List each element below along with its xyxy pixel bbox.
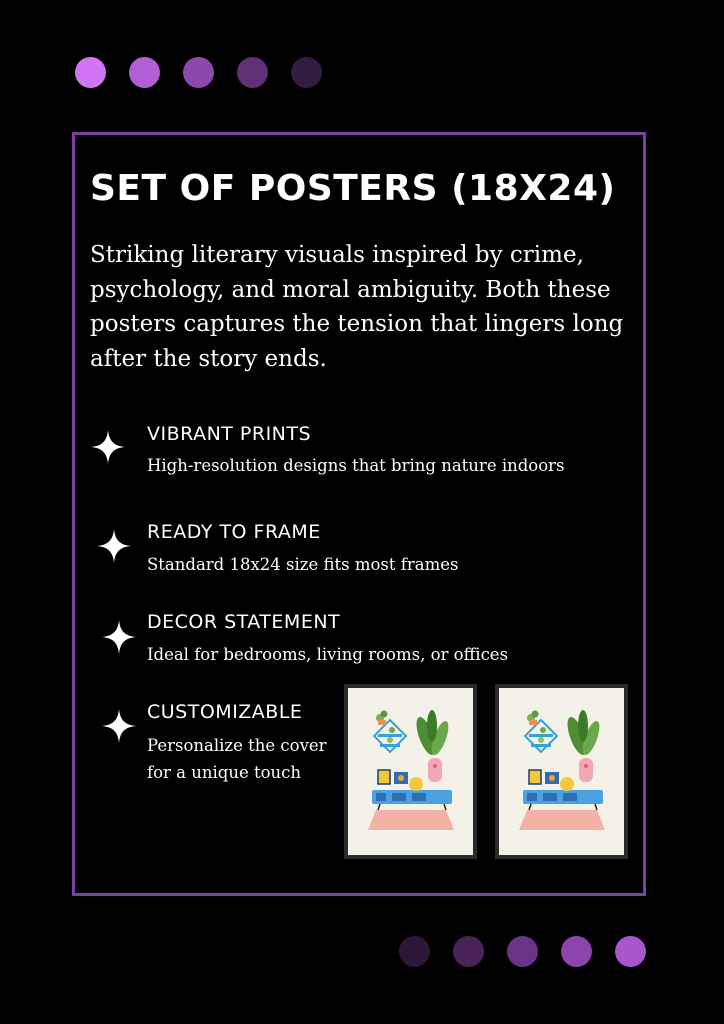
- sparkle-icon: [101, 619, 137, 655]
- feature-text: Ideal for bedrooms, living rooms, or offices: [147, 645, 509, 664]
- feature-heading: CUSTOMIZABLE: [147, 701, 303, 723]
- feature-heading: DECOR STATEMENT: [147, 611, 341, 633]
- sparkle-icon: [90, 429, 126, 465]
- plant-illustration: [499, 688, 624, 855]
- dot: [75, 57, 106, 88]
- dot: [561, 936, 592, 967]
- dot: [291, 57, 322, 88]
- dot: [129, 57, 160, 88]
- dot: [183, 57, 214, 88]
- dot: [615, 936, 646, 967]
- dot: [507, 936, 538, 967]
- feature-text: High-resolution designs that bring nature indoors: [147, 456, 565, 475]
- decorative-dots-top: [75, 57, 322, 88]
- feature-heading: VIBRANT PRINTS: [147, 423, 312, 445]
- page-title: SET OF POSTERS (18X24): [90, 168, 616, 209]
- plant-illustration: [348, 688, 473, 855]
- decorative-dots-bottom: [399, 936, 646, 967]
- dot: [453, 936, 484, 967]
- feature-text: Standard 18x24 size fits most frames: [147, 555, 459, 574]
- feature-heading: READY TO FRAME: [147, 521, 321, 543]
- dot: [237, 57, 268, 88]
- description: Striking literary visuals inspired by crime, psychology, and moral ambiguity. Both these posters captures the tension that lingers long after the story ends.: [90, 242, 624, 372]
- poster-image: [344, 684, 477, 859]
- sparkle-icon: [96, 528, 132, 564]
- dot: [399, 936, 430, 967]
- sparkle-icon: [101, 708, 137, 744]
- feature-text: Personalize the cover for a unique touch: [147, 736, 327, 782]
- poster-image: [495, 684, 628, 859]
